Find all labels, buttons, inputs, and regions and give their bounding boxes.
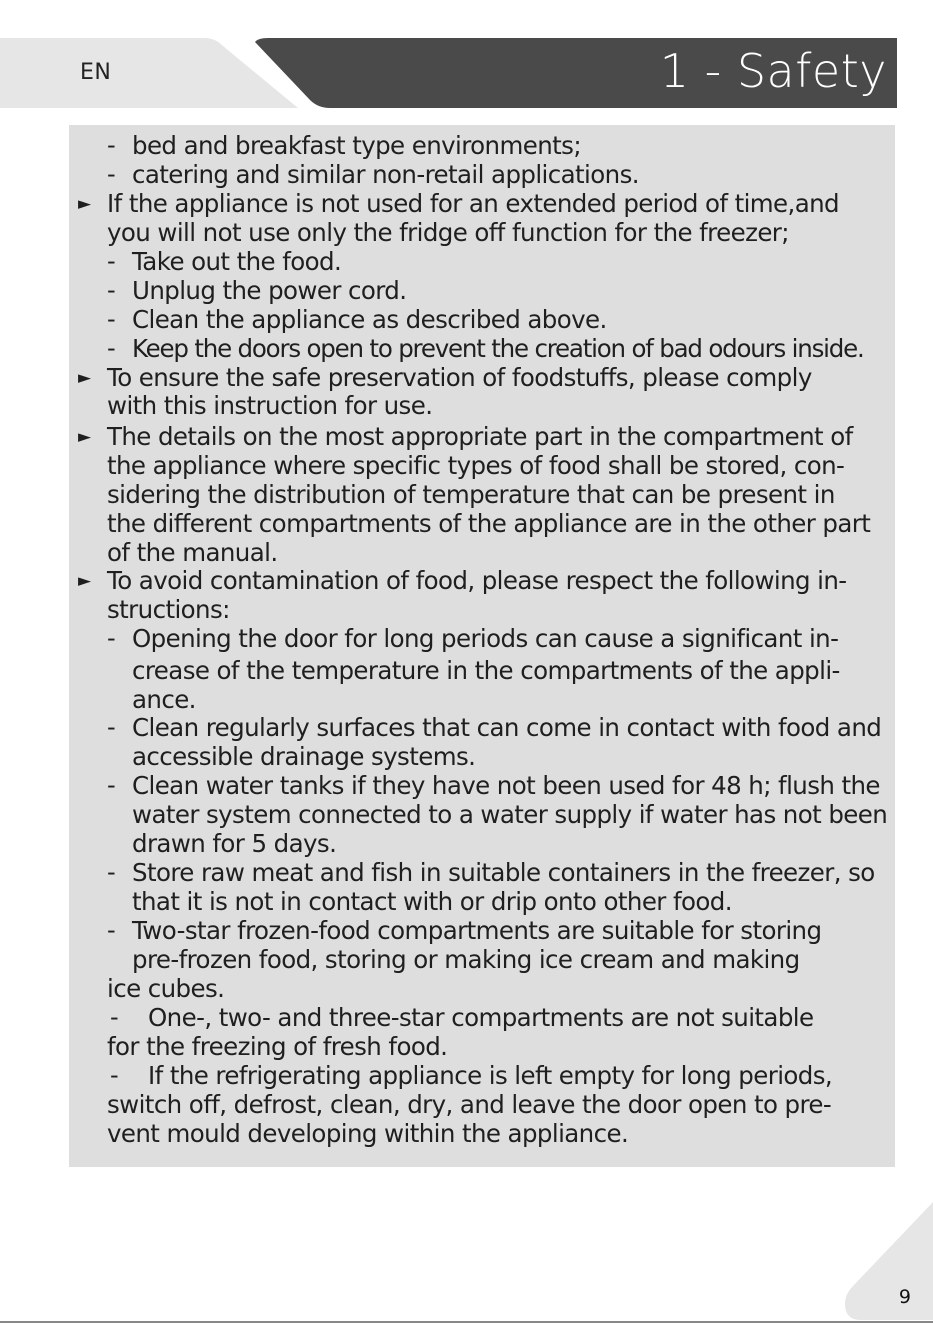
text-line: crease of the temperature in the compartments of the appli-: [132, 656, 840, 685]
text-line: water system connected to a water supply if water has not been: [132, 800, 888, 829]
dash-marker: -: [107, 858, 116, 886]
bullet-marker: ►: [78, 571, 92, 591]
text-line: Store raw meat and fish in suitable containers in the freezer, so: [132, 858, 875, 887]
language-code: EN: [80, 60, 112, 85]
text-line: Clean regularly surfaces that can come in contact with food and: [132, 713, 882, 742]
bullet-marker: ►: [78, 368, 92, 388]
text-line: drawn for 5 days.: [132, 829, 337, 858]
dash-marker: -: [107, 771, 116, 799]
text-line: Clean the appliance as described above.: [132, 305, 607, 334]
text-line: the appliance where specific types of food shall be stored, con-: [107, 451, 845, 480]
text-line: Unplug the power cord.: [132, 276, 407, 305]
dash-marker: -: [107, 624, 116, 652]
dash-marker: -: [107, 160, 116, 188]
dash-marker: -: [110, 1061, 119, 1089]
dash-marker: -: [107, 334, 116, 362]
bullet-marker: ►: [78, 427, 92, 447]
text-line: the different compartments of the appliance are in the other part: [107, 509, 871, 538]
text-line: structions:: [107, 595, 230, 624]
text-line: If the appliance is not used for an extended period of time,and: [107, 189, 840, 218]
text-line: To avoid contamination of food, please respect the following in-: [107, 566, 847, 595]
text-line: sidering the distribution of temperature that can be present in: [107, 480, 835, 509]
dash-marker: -: [107, 247, 116, 275]
text-line: accessible drainage systems.: [132, 742, 476, 771]
text-line: bed and breakfast type environments;: [132, 131, 581, 160]
text-line: for the freezing of fresh food.: [107, 1032, 448, 1061]
text-line: catering and similar non-retail applications.: [132, 160, 639, 189]
text-line: Opening the door for long periods can cause a significant in-: [132, 624, 839, 653]
text-line: that it is not in contact with or drip onto other food.: [132, 887, 732, 916]
bullet-marker: ►: [78, 194, 92, 214]
dash-marker: -: [107, 276, 116, 304]
text-line: To ensure the safe preservation of foodstuffs, please comply: [107, 363, 812, 392]
text-line: Clean water tanks if they have not been used for 48 h; flush the: [132, 771, 880, 800]
dash-marker: -: [107, 305, 116, 333]
text-line: If the refrigerating appliance is left empty for long periods,: [148, 1061, 833, 1090]
text-line: vent mould developing within the appliance.: [107, 1119, 629, 1148]
section-title: 1 - Safety: [659, 44, 887, 98]
dash-marker: -: [110, 1003, 119, 1031]
text-line: ice cubes.: [107, 974, 225, 1003]
text-line: Keep the doors open to prevent the creation of bad odours inside.: [132, 334, 864, 363]
page-corner-tab: [843, 1194, 933, 1324]
text-line: Two-star frozen-food compartments are suitable for storing: [132, 916, 822, 945]
dash-marker: -: [107, 131, 116, 159]
text-line: you will not use only the fridge off function for the freezer;: [107, 218, 789, 247]
text-line: ance.: [132, 685, 196, 714]
bottom-rule: [0, 1321, 933, 1323]
text-line: One-, two- and three-star compartments are not suitable: [148, 1003, 814, 1032]
text-line: pre-frozen food, storing or making ice cream and making: [132, 945, 800, 974]
text-line: with this instruction for use.: [107, 391, 433, 420]
dash-marker: -: [107, 916, 116, 944]
page-number: 9: [898, 1286, 911, 1308]
text-line: Take out the food.: [132, 247, 342, 276]
text-line: of the manual.: [107, 538, 278, 567]
text-line: The details on the most appropriate part in the compartment of: [107, 422, 853, 451]
dash-marker: -: [107, 713, 116, 741]
text-line: switch off, defrost, clean, dry, and leave the door open to pre-: [107, 1090, 832, 1119]
